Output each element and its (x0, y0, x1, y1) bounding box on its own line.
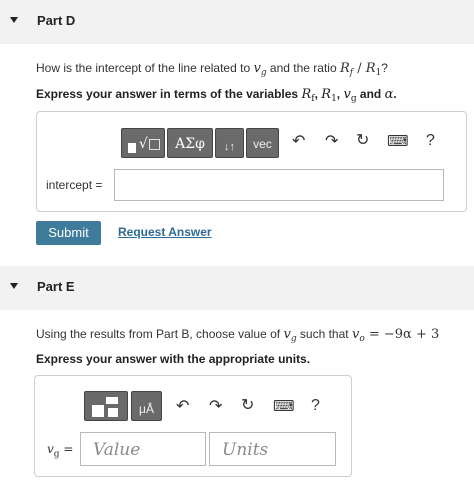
part-d-question (36, 61, 388, 78)
intercept-input[interactable] (114, 169, 444, 201)
symbols-button[interactable]: ΑΣφ (167, 128, 213, 158)
keyboard-icon[interactable]: ⌨ (387, 133, 409, 150)
part-e-header[interactable] (0, 266, 474, 310)
request-answer-link[interactable]: Request Answer (118, 225, 212, 239)
undo-icon[interactable]: ↶ (292, 133, 306, 150)
help-icon[interactable]: ? (426, 132, 435, 149)
value-input[interactable]: Value (80, 432, 206, 466)
part-e-answer-box (34, 375, 352, 477)
redo-icon[interactable]: ↷ (325, 133, 339, 150)
help-icon[interactable]: ? (311, 397, 320, 414)
template-square-icon (128, 143, 136, 153)
math-var: $v_g$ (253, 61, 267, 78)
part-e-question: Using the results from Part B, choose value of $v_g$ such that $v_o = -9\alpha + 3$ (36, 327, 440, 344)
units-input[interactable]: Units (209, 432, 336, 466)
part-d-title: Part D (37, 13, 76, 28)
redo-icon[interactable]: ↷ (209, 398, 223, 415)
vg-label: $v_g$ = (47, 442, 74, 460)
part-d-instruction: Express your answer in terms of the variables $R_f$, $R_1$, $v_g$ and α. (36, 87, 397, 104)
part-d-header[interactable] (0, 0, 474, 44)
reset-icon[interactable]: ↻ (241, 397, 255, 414)
caret-down-icon[interactable] (10, 283, 18, 289)
question-text-mid: and the ratio (266, 61, 340, 75)
templates-button[interactable]: √□ (121, 128, 165, 158)
part-e-instruction: Express your answer with the appropriate units. (36, 352, 311, 366)
question-end: ? (381, 61, 388, 75)
template-square-icon (106, 397, 118, 404)
keyboard-icon[interactable]: ⌨ (273, 398, 295, 415)
undo-icon[interactable]: ↶ (176, 398, 190, 415)
template-square-icon (108, 408, 118, 417)
caret-down-icon[interactable] (10, 17, 18, 23)
math-ratio: $R_f / R_1$ (339, 61, 382, 78)
part-e-title: Part E (37, 279, 75, 294)
templates-button[interactable] (84, 391, 128, 421)
intercept-label: intercept = (46, 178, 103, 192)
template-square-icon (92, 405, 104, 417)
reset-icon[interactable]: ↻ (356, 132, 370, 149)
question-text: How is the intercept of the line related to (36, 61, 254, 75)
part-d-answer-box (36, 111, 467, 212)
submit-button[interactable]: Submit (36, 221, 101, 245)
units-button[interactable]: μÅ (131, 391, 162, 421)
vector-button[interactable]: vec (246, 128, 279, 158)
arrows-button[interactable]: ↓↑ (215, 128, 244, 158)
